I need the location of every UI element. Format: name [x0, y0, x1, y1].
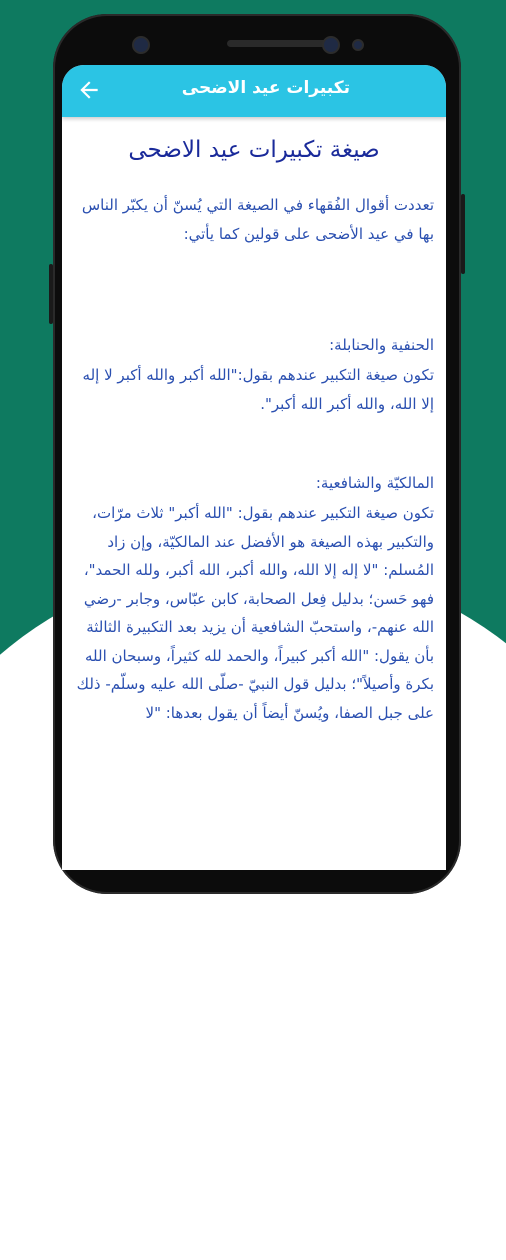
proximity-sensor-icon — [352, 39, 364, 51]
article-intro: تعددت أقوال الفُقهاء في الصيغة التي يُسنّ أن يكبّر الناس بها في عيد الأضحى على قولين كما يأتي: — [81, 196, 434, 243]
front-camera-icon — [132, 36, 150, 54]
sensor-icon — [322, 36, 340, 54]
scrollbar[interactable] — [443, 117, 446, 870]
section-heading-hanafi: الحنفية والحنابلة: — [329, 336, 434, 354]
arrow-back-icon[interactable] — [76, 77, 102, 103]
phone-screen — [62, 65, 446, 870]
paragraph-hanafi: تكون صيغة التكبير عندهم بقول:"الله أكبر والله أكبر لا إله إلا الله، والله أكبر الله أكبر". — [82, 366, 434, 413]
paragraph-maliki: تكون صيغة التكبير عندهم بقول: "الله أكبر" ثلاث مرّات، والتكبير بهذه الصيغة هو الأفضل عند المالكيّة، وإن زاد المُسلم: "لا إله إلا الله، والله أكبر، الله أكبر، ولله الحمد"، فهو حَسن؛ بدليل فِعل الصحابة، كابن عبّاس، وجابر -رضي الله عنهم-، واستحبّ الشافعية أن يزيد بعد التكبيرة الثالثة بأن يقول: "الله أكبر كبيراً، والحمد لله كثيراً، وسبحان الله بكرة وأصيلاً"؛ بدليل قول النبيّ -صلّى الله عليه وسلّم- ذلك على جبل الصفا، ويُسنّ أيضاً أن يقول بعدها: "لا — [76, 504, 434, 722]
phone-volume-button — [461, 194, 465, 274]
phone-side-button — [49, 264, 53, 324]
app-bar — [62, 65, 446, 117]
speaker-grille — [227, 40, 327, 47]
app-bar-title: تكبيرات عيد الاضحى — [181, 78, 350, 98]
article-title: صيغة تكبيرات عيد الاضحى — [128, 137, 380, 163]
section-heading-maliki: المالكيّة والشافعية: — [315, 474, 434, 492]
